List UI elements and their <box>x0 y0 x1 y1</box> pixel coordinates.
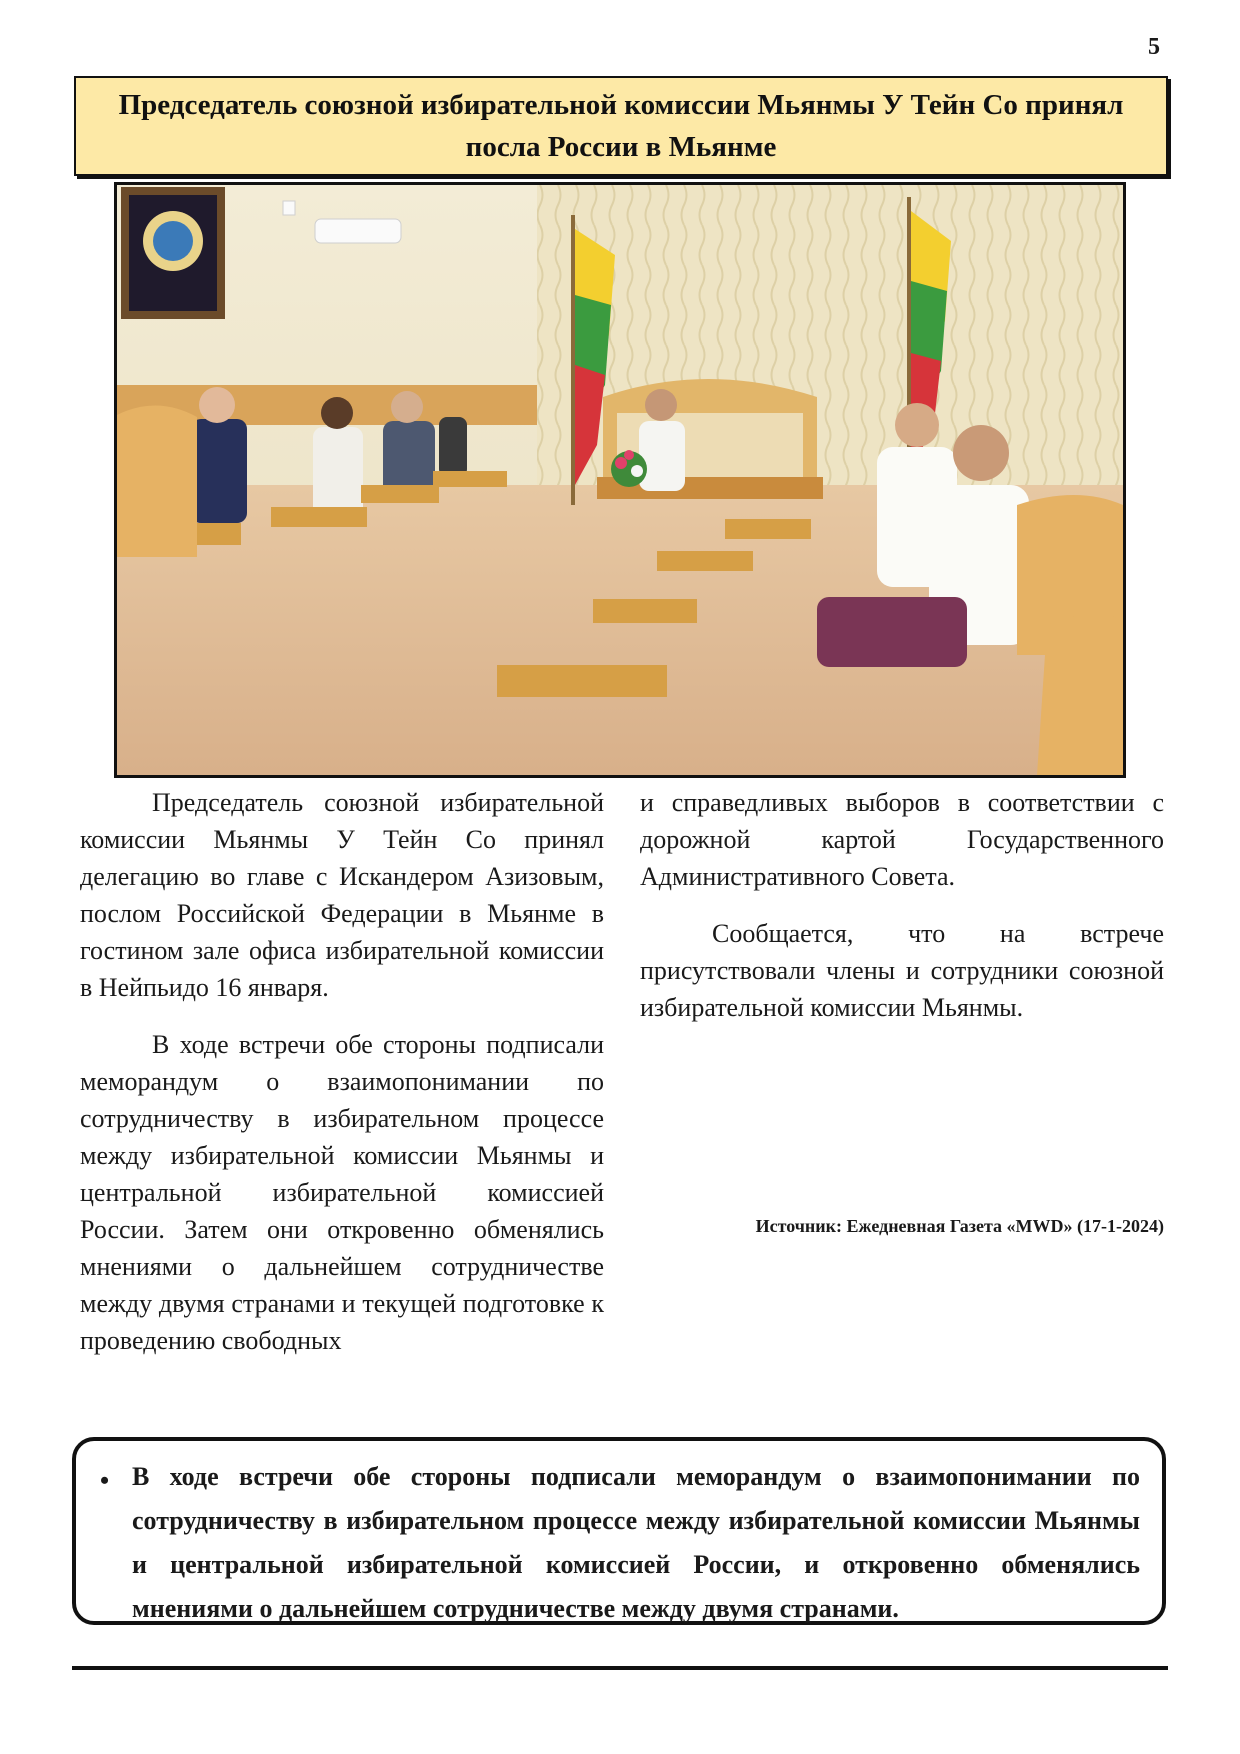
highlight-box <box>72 1437 1166 1625</box>
source-credit: Источник: Ежедневная Газета «MWD» (17-1-2024) <box>755 1216 1164 1236</box>
highlight-text: В ходе встречи обе стороны подписали меморандум о взаимопонимании по сотрудничеству в избирательном процессе между избирательной комиссии Мьянмы и центральной избирательной комиссией России, и откровенно обменялись мнениями о дальнейшем сотрудничестве между двумя странами. <box>132 1462 1140 1623</box>
bullet-icon: • <box>100 1466 110 1495</box>
article-title-box <box>74 76 1168 176</box>
paragraph-2-continuation: и справедливых выборов в соответствии с дорожной картой Государственного Административного Совета. <box>640 788 1164 891</box>
article-title: Председатель союзной избирательной комиссии Мьянмы У Тейн Со принял посла России в Мьянме <box>118 89 1124 163</box>
article-photo <box>114 182 1126 778</box>
article-right-column <box>640 784 1164 1046</box>
article-left-column <box>80 784 604 1379</box>
bottom-divider <box>72 1666 1168 1670</box>
page-number: 5 <box>1148 34 1160 60</box>
emblem-frame <box>121 187 225 319</box>
paragraph-1: Председатель союзной избирательной комиссии Мьянмы У Тейн Со принял делегацию во главе с Искандером Азизовым, послом Российской Федерации в Мьянме в гостином зале офиса избирательной комиссии в Нейпьидо 16 января. <box>80 788 604 1002</box>
paragraph-3: Сообщается, что на встрече присутствовали члены и сотрудники союзной избирательной комиссии Мьянмы. <box>640 919 1164 1022</box>
paragraph-2: В ходе встречи обе стороны подписали меморандум о взаимопонимании по сотрудничеству в избирательном процессе между избирательной комиссии Мьянмы и центральной избирательной комиссией России. Затем они откровенно обменялись мнениями о дальнейшем сотрудничестве между двумя странами и текущей подготовке к проведению свободных <box>80 1030 604 1355</box>
meeting-photo-illustration <box>117 185 1123 775</box>
